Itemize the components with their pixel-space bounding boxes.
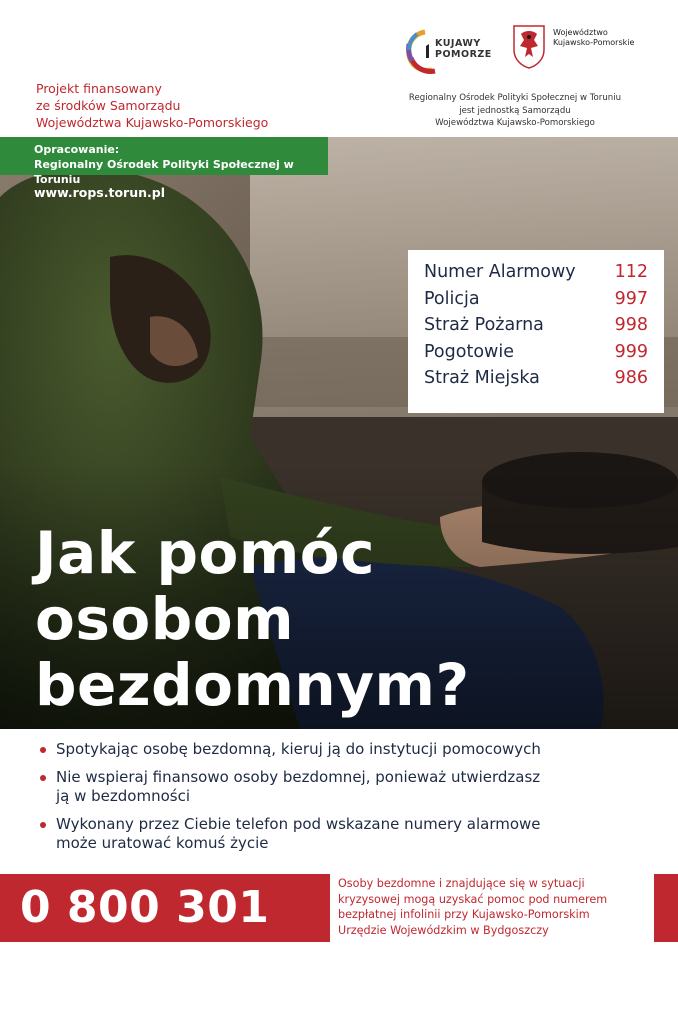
tip-item: [38, 768, 648, 806]
headline-line: Jak pomóc: [35, 519, 376, 587]
hotline-description-line: bezpłatnej infolinii przy Kujawsko-Pomorskim: [338, 908, 590, 921]
emergency-name: Numer Alarmowy: [424, 262, 576, 282]
website-link[interactable]: www.rops.torun.pl: [34, 185, 165, 200]
emergency-name: Policja: [424, 288, 480, 309]
kp-logo-line: KUJAWY: [435, 38, 481, 49]
credit-label: Opracowanie:: [34, 143, 120, 156]
emergency-name: Straż Pożarna: [424, 315, 544, 335]
rops-note-line: Regionalny Ośrodek Polityki Społecznej w Toruniu: [408, 93, 622, 103]
emergency-name: Pogotowie: [424, 341, 514, 362]
hotline-description: [338, 876, 650, 938]
hotline-number[interactable]: 0 800 301 630: [0, 874, 330, 942]
funding-line: Projekt finansowany: [36, 81, 162, 96]
rops-note-line: Województwa Kujawsko-Pomorskiego: [435, 118, 595, 128]
emergency-number: 998: [614, 315, 648, 335]
emergency-row: [424, 289, 648, 316]
emergency-row: [424, 342, 648, 369]
hotline-description-line: kryzysowej mogą uzyskać pomoc pod numerem: [338, 892, 608, 906]
kp-logo-text: [435, 38, 492, 60]
tip-item: [38, 740, 648, 759]
headline: [35, 520, 470, 718]
emergency-number: 997: [614, 288, 648, 309]
tip-line: Wykonany przez Ciebie telefon pod wskazane numery alarmowe: [56, 815, 541, 833]
woj-logo-line: Województwo: [553, 28, 608, 37]
rops-note-line: jest jednostką Samorządu: [459, 105, 571, 116]
tip-line: może uratować komuś życie: [56, 834, 269, 852]
emergency-number: 112: [614, 262, 648, 282]
emergency-row: [424, 262, 648, 289]
tips-list: [38, 740, 648, 862]
logos: [405, 24, 645, 80]
emergency-number: 999: [614, 341, 648, 362]
tip-line: Nie wspieraj finansowo osoby bezdomnej, ponieważ utwierdzasz: [56, 768, 541, 786]
emergency-row: [424, 315, 648, 342]
credit-banner: [0, 137, 328, 186]
footer: [0, 874, 678, 1001]
hotline-description-line: Osoby bezdomne i znajdujące się w sytuacji: [338, 877, 585, 890]
hotline-description-line: Urzędzie Wojewódzkim w Bydgoszczy: [338, 923, 549, 937]
funding-note: [36, 80, 268, 131]
tip-item: [38, 815, 648, 853]
funding-line: ze środków Samorządu: [36, 98, 181, 113]
tip-line: ją w bezdomności: [56, 787, 191, 805]
emergency-row: [424, 368, 648, 395]
headline-line: bezdomnym?: [35, 651, 470, 719]
tip-line: Spotykając osobę bezdomną, kieruj ją do instytucji pomocowych: [56, 740, 541, 758]
woj-logo-text: [553, 28, 634, 48]
footer-accent-bar: [654, 874, 678, 942]
credit-org: Regionalny Ośrodek Polityki Społecznej w Toruniu: [34, 158, 294, 186]
rops-note: [395, 92, 635, 130]
funding-line: Województwa Kujawsko-Pomorskiego: [36, 115, 269, 130]
woj-logo-line: Kujawsko-Pomorskie: [553, 38, 635, 47]
coat-of-arms-icon: [512, 24, 546, 70]
emergency-number: 986: [614, 368, 648, 388]
kp-logo-line: POMORZE: [435, 49, 492, 60]
headline-line: osobom: [35, 585, 295, 653]
emergency-name: Straż Miejska: [424, 368, 540, 388]
emergency-numbers-box: [408, 250, 664, 413]
